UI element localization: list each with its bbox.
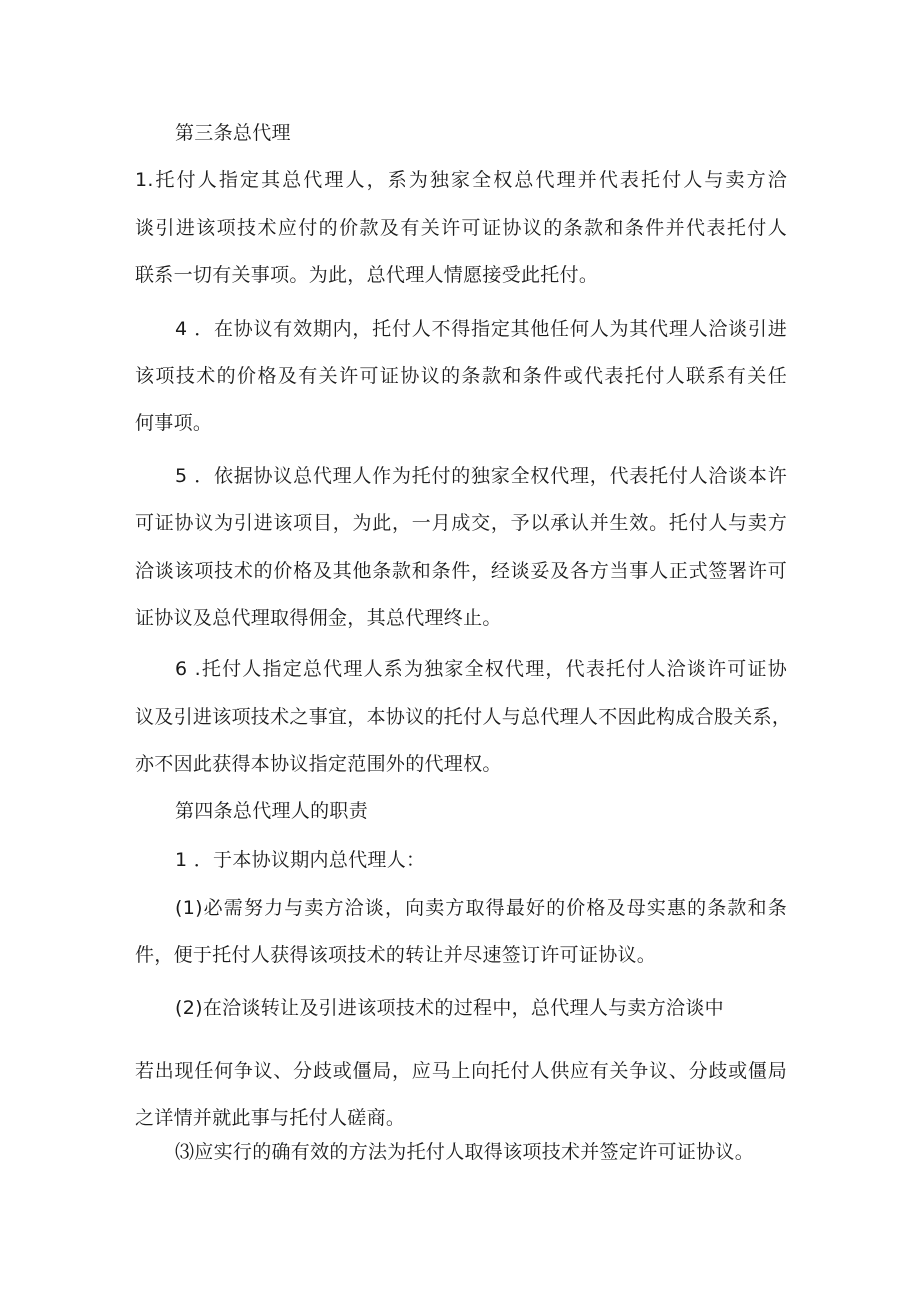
paragraph-1-line-3: 联系一切有关事项。为此，总代理人情愿接受此托付。 — [135, 264, 599, 286]
paragraph-4-line-1: 4 ．在协议有效期内，托付人不得指定其他任何人为其代理人洽谈引进 — [175, 318, 787, 340]
paragraph-4-line-3: 何事项。 — [135, 412, 213, 434]
paragraph-4-line-2: 该项技术的价格及有关许可证协议的条款和条件或代表托付人联系有关任 — [135, 365, 787, 387]
subitem-3: ⑶应实行的确有效的方法为托付人取得该项技术并签定许可证协议。 — [175, 1141, 755, 1163]
paragraph-5-line-3: 洽谈该项技术的价格及其他条款和条件，经谈妥及各方当事人正式签署许可 — [135, 560, 787, 582]
paragraph-1-line-1: 1.托付人指定其总代理人，系为独家全权总代理并代表托付人与卖方洽 — [135, 169, 787, 191]
item-1: 1 ．于本协议期内总代理人： — [175, 849, 426, 871]
paragraph-6-line-1: 6 .托付人指定总代理人系为独家全权代理，代表托付人洽谈许可证协 — [175, 658, 787, 680]
paragraph-6-line-3: 亦不因此获得本协议指定范围外的代理权。 — [135, 753, 502, 775]
subitem-1-line-1: (1)必需努力与卖方洽谈，向卖方取得最好的价格及母实惠的条款和条 — [175, 897, 787, 919]
paragraph-1-line-2: 谈引进该项技术应付的价款及有关许可证协议的条款和条件并代表托付人 — [135, 217, 787, 239]
subitem-2-line-2: 若出现任何争议、分歧或僵局，应马上向托付人供应有关争议、分歧或僵局 — [135, 1060, 787, 1082]
subitem-2-line-3: 之详情并就此事与托付人磋商。 — [135, 1107, 406, 1129]
paragraph-5-line-2: 可证协议为引进该项目，为此，一月成交，予以承认并生效。托付人与卖方 — [135, 512, 787, 534]
article-3-heading: 第三条总代理 — [175, 122, 291, 144]
article-4-heading: 第四条总代理人的职责 — [175, 800, 369, 822]
paragraph-5-line-1: 5 ．依据协议总代理人作为托付的独家全权代理，代表托付人洽谈本许 — [175, 465, 787, 487]
subitem-1-line-2: 件，便于托付人获得该项技术的转让并尽速签订许可证协议。 — [135, 944, 657, 966]
paragraph-5-line-4: 证协议及总代理取得佣金，其总代理终止。 — [135, 607, 502, 629]
subitem-2-line-1: (2)在洽谈转让及引进该项技术的过程中，总代理人与卖方洽谈中 — [175, 997, 724, 1019]
paragraph-6-line-2: 议及引进该项技术之事宜，本协议的托付人与总代理人不因此构成合股关系， — [135, 706, 792, 728]
